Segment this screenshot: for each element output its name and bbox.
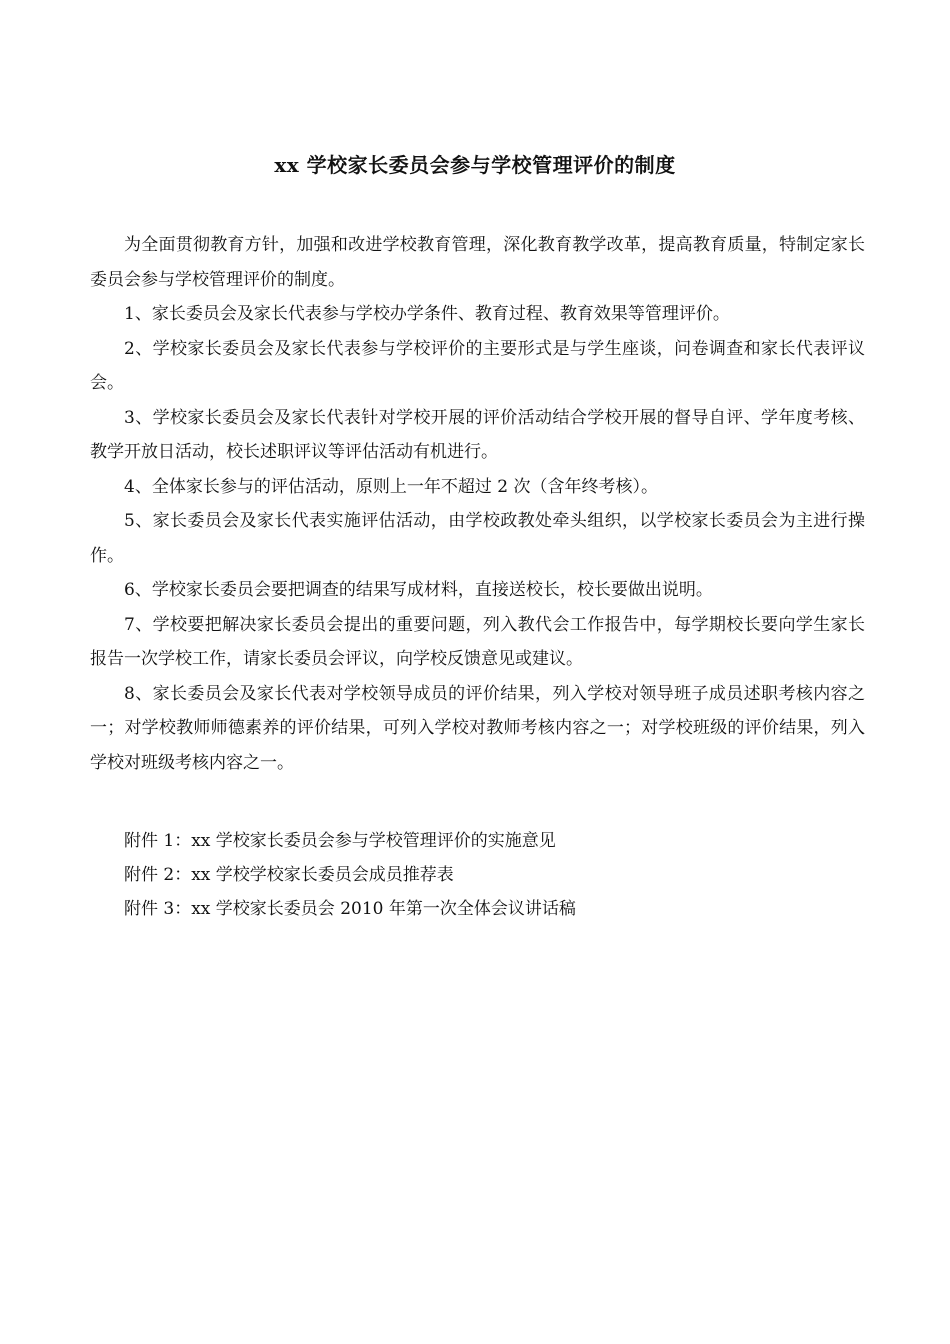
attachment-item-1: 附件 1：xx 学校家长委员会参与学校管理评价的实施意见 [124,831,556,851]
attachment-item-3: 附件 3：xx 学校家长委员会 2010 年第一次全体会议讲话稿 [124,899,576,919]
paragraph-item-3: 3、学校家长委员会及家长代表针对学校开展的评价活动结合学校开展的督导自评、学年度考核、教学开放日活动，校长述职评议等评估活动有机进行。 [90,407,865,462]
paragraph-item-1: 1、家长委员会及家长代表参与学校办学条件、教育过程、教育效果等管理评价。 [124,304,730,324]
paragraph-item-8: 8、家长委员会及家长代表对学校领导成员的评价结果，列入学校对领导班子成员述职考核内容之一；对学校教师师德素养的评价结果，可列入学校对教师考核内容之一；对学校班级的评价结果，列入学校对班级考核内容之一。 [90,683,865,773]
document-title: xx 学校家长委员会参与学校管理评价的制度 [274,153,676,177]
paragraph-item-2: 2、学校家长委员会及家长代表参与学校评价的主要形式是与学生座谈，问卷调查和家长代表评议会。 [90,338,865,393]
paragraph-item-5: 5、家长委员会及家长代表实施评估活动，由学校政教处牵头组织，以学校家长委员会为主进行操作。 [90,511,865,566]
paragraph-item-4: 4、全体家长参与的评估活动，原则上一年不超过 2 次（含年终考核）。 [124,476,658,497]
attachment-list [90,824,865,926]
paragraph-item-7: 7、学校要把解决家长委员会提出的重要问题，列入教代会工作报告中，每学期校长要向学生家长报告一次学校工作，请家长委员会评议，向学校反馈意见或建议。 [90,614,865,669]
document-body [90,228,865,780]
attachment-item-2: 附件 2：xx 学校学校家长委员会成员推荐表 [124,865,454,885]
paragraph-item-6: 6、学校家长委员会要把调查的结果写成材料，直接送校长，校长要做出说明。 [124,580,713,600]
paragraph-intro: 为全面贯彻教育方针，加强和改进学校教育管理，深化教育教学改革，提高教育质量，特制定家长委员会参与学校管理评价的制度。 [90,235,865,290]
